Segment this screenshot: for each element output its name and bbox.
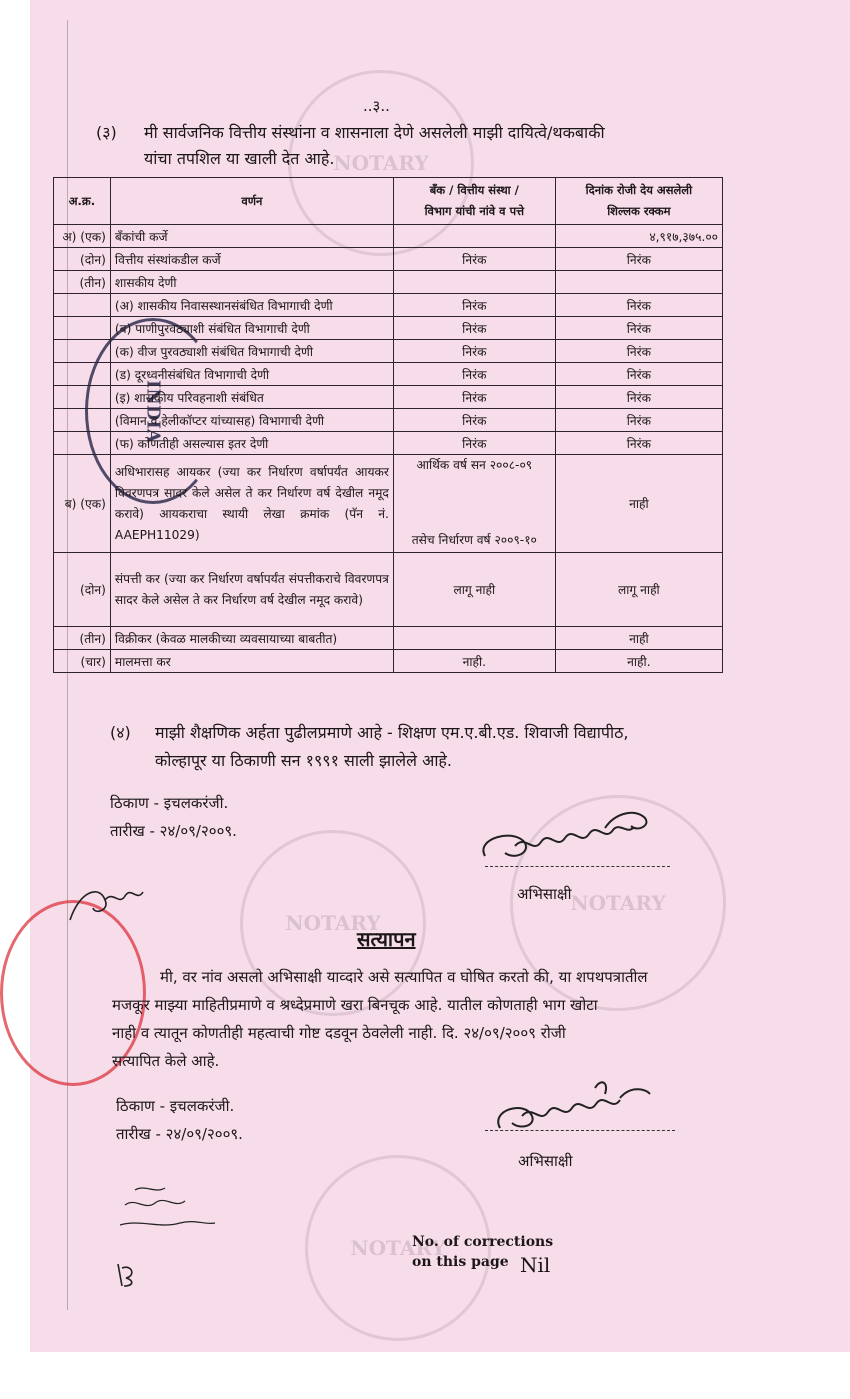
section3-line1: मी सार्वजनिक वित्तीय संस्थांना व शासनाला देणे असलेली माझी दायित्वे/थकबाकी <box>144 123 605 142</box>
row-serial <box>54 317 111 340</box>
row-amount: निरंक <box>555 363 722 386</box>
row-bank <box>393 271 555 294</box>
row-serial: (चार) <box>54 650 111 673</box>
row-description: वित्तीय संस्थांकडील कर्जे <box>110 248 393 271</box>
row-amount: निरंक <box>555 294 722 317</box>
row-bank: निरंक <box>393 432 555 455</box>
description-header: वर्णन <box>110 178 393 225</box>
section4-number: (४) <box>110 723 131 742</box>
verification-line2: मजकूर माझ्या माहितीप्रमाणे व श्रध्देप्रमाणे खरा बिनचूक आहे. यातील कोणताही भाग खोटा <box>112 996 598 1014</box>
row-description: (फ) कोणतीही असल्यास इतर देणी <box>110 432 393 455</box>
table-row <box>54 432 723 455</box>
table-row <box>54 317 723 340</box>
row-bank: नाही. <box>393 650 555 673</box>
row-description: (ब) पाणीपुरवठ्याशी संबंधित विभागाची देणी <box>110 317 393 340</box>
row-description: (ड) दूरध्वनीसंबंधित विभागाची देणी <box>110 363 393 386</box>
row-description: (अ) शासकीय निवासस्थानसंबंधित विभागाची देणी <box>110 294 393 317</box>
row-amount: निरंक <box>555 340 722 363</box>
row-amount: ४,९१७,३७५.०० <box>555 225 722 248</box>
liabilities-table <box>53 177 723 673</box>
row-serial: (दोन) <box>54 553 111 627</box>
row-amount: निरंक <box>555 317 722 340</box>
row-amount: निरंक <box>555 386 722 409</box>
deponent-label-1: अभिसाक्षी <box>517 885 572 903</box>
corrections-label: No. of corrections on this page <box>412 1234 554 1270</box>
clerk-handwritten-note <box>115 1175 225 1235</box>
section4-line1: माझी शैक्षणिक अर्हता पुढीलप्रमाणे आहे - शिक्षण एम.ए.बी.एड. शिवाजी विद्यापीठ, <box>155 723 629 742</box>
row-serial: (तीन) <box>54 627 111 650</box>
table-row <box>54 363 723 386</box>
income-tax-row <box>54 455 723 553</box>
india-notary-seal: INDIA <box>85 318 221 504</box>
table-row <box>54 409 723 432</box>
verification-title: सत्यापन <box>357 927 416 951</box>
row-amount: निरंक <box>555 409 722 432</box>
row-serial: ब) (एक) <box>54 455 111 553</box>
row-description: (विमान व हेलीकॉप्टर यांच्यासह) विभागाची देणी <box>110 409 393 432</box>
wealth-tax-row <box>54 553 723 627</box>
row-description: बँकांची कर्जे <box>110 225 393 248</box>
row-serial <box>54 432 111 455</box>
corrections-value: Nil <box>520 1253 551 1277</box>
notary-watermark-stamp: NOTARY <box>288 70 474 256</box>
row-serial: (तीन) <box>54 271 111 294</box>
amount-header: दिनांक रोजी देय असलेली शिल्लक रक्कम <box>555 178 722 225</box>
deponent-label-2: अभिसाक्षी <box>518 1152 573 1170</box>
row-bank: निरंक <box>393 409 555 432</box>
row-serial <box>54 294 111 317</box>
row-bank <box>393 627 555 650</box>
row-amount: लागू नाही <box>555 553 722 627</box>
verification-line3: नाही व त्यातून कोणतीही महत्वाची गोष्ट दडवून ठेवलेली नाही. दि. २४/०९/२००९ रोजी <box>112 1024 566 1042</box>
table-row <box>54 271 723 294</box>
verification-line4: सत्यापित केले आहे. <box>112 1052 220 1070</box>
table-row <box>54 294 723 317</box>
row-bank: निरंक <box>393 363 555 386</box>
row-bank <box>393 225 555 248</box>
notary-watermark-stamp: NOTARY <box>240 830 426 1016</box>
row-amount <box>555 271 722 294</box>
row-bank: निरंक <box>393 294 555 317</box>
verification-line1: मी, वर नांव असलो अभिसाक्षी याव्दारे असे सत्यापित व घोषित करतो की, या शपथपत्रातील <box>160 968 648 986</box>
row-description: संपत्ती कर (ज्या कर निर्धारण वर्षापर्यंत संपत्तीकराचे विवरणपत्र सादर केले असेल ते कर निर्धारण वर्ष देखील नमूद करावे) <box>110 553 393 627</box>
place-first: ठिकाण - इचलकरंजी. <box>110 794 229 812</box>
row-serial: (दोन) <box>54 248 111 271</box>
signature-line <box>485 866 670 867</box>
sales-tax-row <box>54 627 723 650</box>
row-amount: नाही. <box>555 650 722 673</box>
signature-line <box>485 1130 675 1131</box>
table-row <box>54 225 723 248</box>
row-serial <box>54 386 111 409</box>
row-bank: निरंक <box>393 317 555 340</box>
notary-watermark-stamp: NOTARY <box>510 795 726 1011</box>
row-description: शासकीय देणी <box>110 271 393 294</box>
row-serial <box>54 340 111 363</box>
section3-line2: यांचा तपशिल या खाली देत आहे. <box>144 149 335 168</box>
page-number: ..३.. <box>363 97 390 115</box>
initials-mark <box>112 1260 142 1290</box>
row-bank: निरंक <box>393 386 555 409</box>
row-description: मालमत्ता कर <box>110 650 393 673</box>
row-amount: नाही <box>555 627 722 650</box>
table-row <box>54 248 723 271</box>
table-header-row <box>54 178 723 225</box>
table-row <box>54 386 723 409</box>
row-bank: आर्थिक वर्ष सन २००८-०९ तसेच निर्धारण वर्ष २००९-१० <box>393 455 555 553</box>
row-bank: निरंक <box>393 248 555 271</box>
row-amount: निरंक <box>555 432 722 455</box>
place-second: ठिकाण - इचलकरंजी. <box>116 1097 235 1115</box>
row-serial <box>54 363 111 386</box>
notary-watermark-stamp: NOTARY <box>305 1155 491 1341</box>
property-tax-row <box>54 650 723 673</box>
table-row <box>54 340 723 363</box>
serial-header: अ.क्र. <box>54 178 111 225</box>
row-description: अधिभारासह आयकर (ज्या कर निर्धारण वर्षापर्यंत आयकर विवरणपत्र सादर केले असेल ते कर निर्धारण वर्ष देखील नमूद करावे) आयकराचा स्थायी लेखा क्रमांक (पॅन नं. AAEPH11029) <box>110 455 393 553</box>
notary-initials-signature <box>60 870 150 930</box>
row-description: (क) वीज पुरवठ्याशी संबंधित विभागाची देणी <box>110 340 393 363</box>
row-bank: निरंक <box>393 340 555 363</box>
date-first: तारीख - २४/०९/२००९. <box>110 822 237 840</box>
row-serial <box>54 409 111 432</box>
row-amount: नाही <box>555 455 722 553</box>
section3-number: (३) <box>96 123 117 142</box>
row-description: विक्रीकर (केवळ मालकीच्या व्यवसायाच्या बाबतीत) <box>110 627 393 650</box>
date-second: तारीख - २४/०९/२००९. <box>116 1125 243 1143</box>
section4-line2: कोल्हापूर या ठिकाणी सन १९९१ साली झालेले आहे. <box>155 751 453 770</box>
row-serial: अ) (एक) <box>54 225 111 248</box>
row-amount: निरंक <box>555 248 722 271</box>
row-description: (इ) शासकीय परिवहनाशी संबंधित <box>110 386 393 409</box>
bank-header: बँक / वित्तीय संस्था / विभाग यांची नांवे व पत्ते <box>393 178 555 225</box>
deponent-signature-2 <box>460 1068 680 1148</box>
row-bank: लागू नाही <box>393 553 555 627</box>
